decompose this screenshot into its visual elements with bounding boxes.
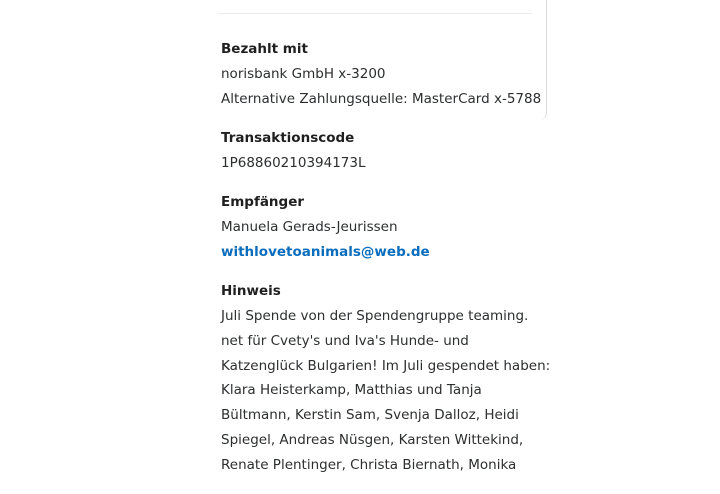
transaction-details bbox=[221, 39, 551, 494]
recipient-section bbox=[221, 192, 536, 265]
note-line: Renate Plentinger, Christa Biernath, Monika bbox=[221, 456, 517, 473]
transaction-code-section bbox=[221, 128, 536, 176]
payment-heading: Bezahlt mit bbox=[221, 41, 308, 57]
recipient-name: Manuela Gerads-Jeurissen bbox=[221, 219, 398, 235]
note-line: Juli Spende von der Spendengruppe teaming. bbox=[221, 308, 529, 324]
note-heading: Hinweis bbox=[221, 283, 281, 299]
recipient-email-link[interactable]: withlovetoanimals@web.de bbox=[221, 244, 430, 260]
recipient-heading: Empfänger bbox=[221, 194, 305, 210]
note-line: Katzenglück Bulgarien! Im Juli gespendet haben: bbox=[221, 357, 551, 374]
note-line: Spiegel, Andreas Nüsgen, Karsten Wittekind, bbox=[221, 431, 524, 448]
top-divider bbox=[218, 13, 532, 14]
alternative-payment-source: Alternative Zahlungsquelle: MasterCard x-5788 bbox=[221, 91, 542, 107]
payment-section bbox=[221, 39, 542, 112]
note-line: net für Cvety's und Iva's Hunde- und bbox=[221, 332, 469, 349]
note-section bbox=[221, 281, 551, 478]
transaction-code: 1P68860210394173L bbox=[221, 155, 366, 171]
payment-source: norisbank GmbH x-3200 bbox=[221, 66, 386, 82]
note-line: Bültmann, Kerstin Sam, Svenja Dalloz, Heidi bbox=[221, 407, 519, 424]
transaction-code-heading: Transaktionscode bbox=[221, 130, 355, 146]
note-line: Klara Heisterkamp, Matthias und Tanja bbox=[221, 382, 482, 399]
note-body bbox=[221, 304, 551, 478]
